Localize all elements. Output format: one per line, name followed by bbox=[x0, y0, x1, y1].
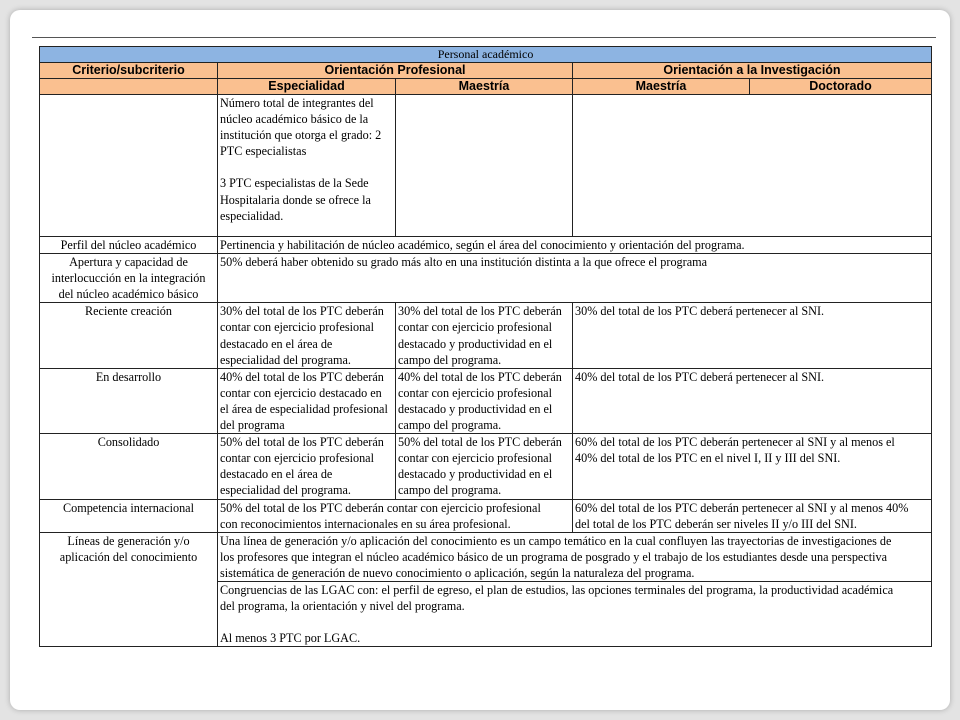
header-row-1 bbox=[40, 63, 932, 79]
table-row bbox=[40, 254, 932, 303]
table-row bbox=[40, 95, 932, 237]
investigacion-cell bbox=[573, 95, 932, 237]
personal-academico-table bbox=[39, 46, 932, 647]
especialidad-cell: 30% del total de los PTC deberán contar con ejercicio profesional destacado en el área de especialidad del programa. bbox=[218, 303, 396, 368]
table-row bbox=[40, 368, 932, 433]
header-orientacion-investigacion: Orientación a la Investigación bbox=[573, 63, 932, 79]
content-cell: Una línea de generación y/o aplicación del conocimiento es un campo temático en la cual confluyen las trayectorias de investigaciones de los profesores que integran el núcleo académico básico de un programa de posgrado y el trabajo de los estudiantes desde una perspectiva sistemática de generación de nuevo conocimiento o aplicación, según la naturaleza del programa. bbox=[218, 532, 932, 581]
criterio-cell: Perfil del núcleo académico bbox=[40, 237, 218, 254]
criterio-cell: Reciente creación bbox=[40, 303, 218, 368]
maestria-cell bbox=[396, 95, 573, 237]
header-doctorado: Doctorado bbox=[750, 79, 932, 95]
top-rule bbox=[32, 37, 936, 38]
investigacion-cell: 60% del total de los PTC deberán pertenecer al SNI y al menos 40% del total de los PTC deberán ser niveles II y/o III del SNI. bbox=[573, 499, 932, 532]
table-row bbox=[40, 499, 932, 532]
header-orientacion-profesional: Orientación Profesional bbox=[218, 63, 573, 79]
profesional-cell: 50% del total de los PTC deberán contar con ejercicio profesional con reconocimientos internacionales en su área profesional. bbox=[218, 499, 573, 532]
header-maestria-profesional: Maestría bbox=[396, 79, 573, 95]
investigacion-cell: 40% del total de los PTC deberá pertenecer al SNI. bbox=[573, 368, 932, 433]
content-cell: Pertinencia y habilitación de núcleo académico, según el área del conocimiento y orientación del programa. bbox=[218, 237, 932, 254]
content-cell: Congruencias de las LGAC con: el perfil de egreso, el plan de estudios, las opciones terminales del programa, la productividad académica del programa, la orientación y nivel del programa. Al menos 3 PTC por LGAC. bbox=[218, 581, 932, 646]
table-row bbox=[40, 237, 932, 254]
header-blank bbox=[40, 79, 218, 95]
especialidad-cell: 50% del total de los PTC deberán contar con ejercicio profesional destacado en el área de especialidad del programa. bbox=[218, 434, 396, 499]
criterio-cell: Líneas de generación y/o aplicación del conocimiento bbox=[40, 532, 218, 647]
investigacion-cell: 30% del total de los PTC deberá pertenecer al SNI. bbox=[573, 303, 932, 368]
investigacion-cell: 60% del total de los PTC deberán pertenecer al SNI y al menos el 40% del total de los PTC en el nivel I, II y III del SNI. bbox=[573, 434, 932, 499]
header-especialidad: Especialidad bbox=[218, 79, 396, 95]
criterio-cell: En desarrollo bbox=[40, 368, 218, 433]
criterio-cell: Competencia internacional bbox=[40, 499, 218, 532]
maestria-cell: 50% del total de los PTC deberán contar con ejercicio profesional destacado y productividad en el campo del programa. bbox=[396, 434, 573, 499]
title-row bbox=[40, 47, 932, 63]
table-row bbox=[40, 434, 932, 499]
especialidad-cell: Número total de integrantes del núcleo académico básico de la institución que otorga el grado: 2 PTC especialistas 3 PTC especialistas de la Sede Hospitalaria donde se ofrece la especialidad. bbox=[218, 95, 396, 237]
table-row bbox=[40, 303, 932, 368]
especialidad-cell: 40% del total de los PTC deberán contar con ejercicio destacado en el área de especialidad profesional del programa bbox=[218, 368, 396, 433]
maestria-cell: 30% del total de los PTC deberán contar con ejercicio profesional destacado y productividad en el campo del programa. bbox=[396, 303, 573, 368]
criterio-cell: Apertura y capacidad de interlocucción en la integración del núcleo académico básico bbox=[40, 254, 218, 303]
table-row bbox=[40, 532, 932, 581]
header-row-2 bbox=[40, 79, 932, 95]
maestria-cell: 40% del total de los PTC deberán contar con ejercicio profesional destacado y productividad en el campo del programa. bbox=[396, 368, 573, 433]
header-maestria-investigacion: Maestría bbox=[573, 79, 750, 95]
slide bbox=[10, 10, 950, 710]
header-criterio: Criterio/subcriterio bbox=[40, 63, 218, 79]
table-title: Personal académico bbox=[40, 47, 932, 63]
criterio-cell bbox=[40, 95, 218, 237]
content-cell: 50% deberá haber obtenido su grado más alto en una institución distinta a la que ofrece el programa bbox=[218, 254, 932, 303]
criterio-cell: Consolidado bbox=[40, 434, 218, 499]
